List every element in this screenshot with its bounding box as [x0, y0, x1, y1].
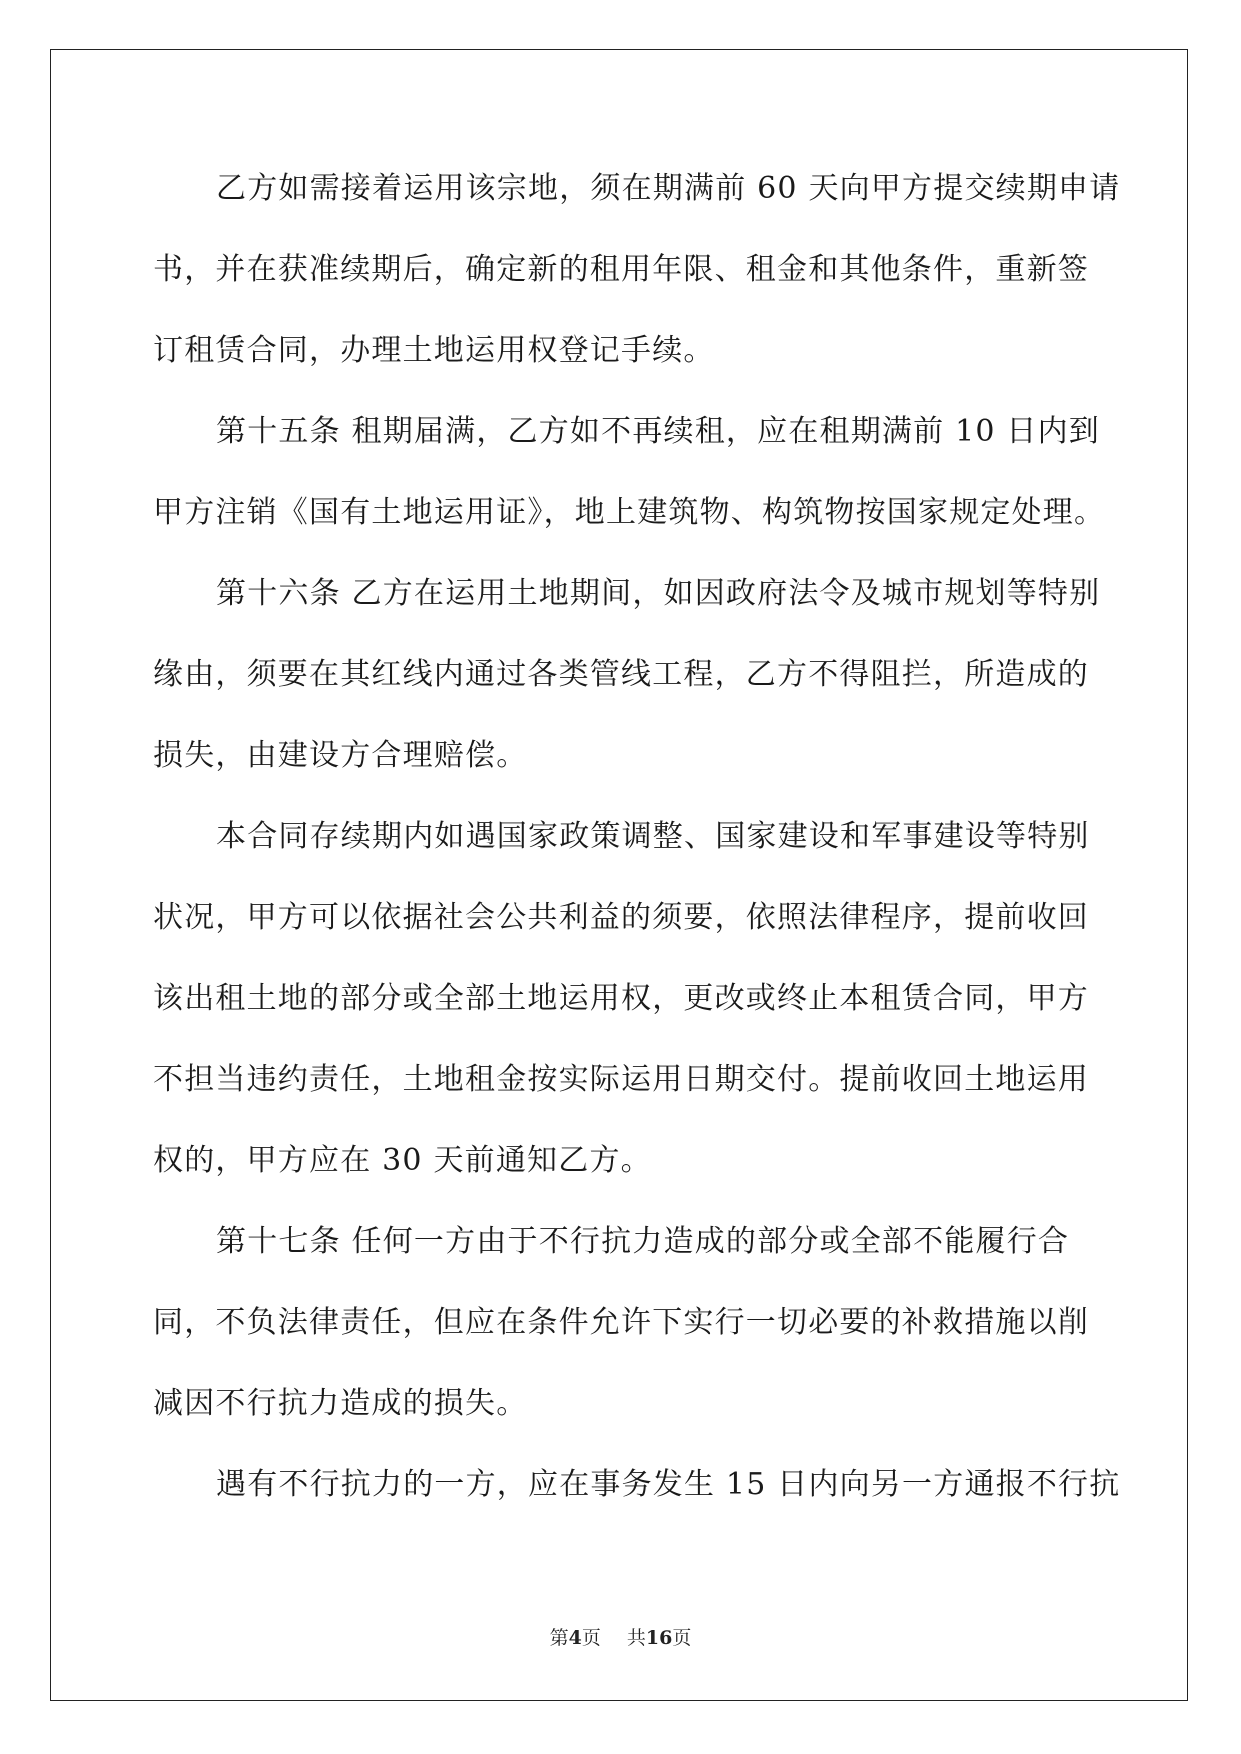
paragraph-line: 乙方如需接着运用该宗地，须在期满前 60 天向甲方提交续期申请 — [216, 171, 1121, 206]
paragraph-line: 该出租土地的部分或全部土地运用权，更改或终止本租赁合同，甲方 — [153, 981, 1089, 1016]
paragraph-line: 甲方注销《国有土地运用证》，地上建筑物、构筑物按国家规定处理。 — [153, 495, 1106, 530]
paragraph-line: 状况，甲方可以依据社会公共利益的须要，依照法律程序，提前收回 — [153, 900, 1089, 935]
total-prefix: 共 — [626, 1627, 646, 1649]
paragraph-line: 第十六条 乙方在运用土地期间，如因政府法令及城市规划等特别 — [216, 576, 1101, 611]
paragraph-line: 第十五条 租期届满，乙方如不再续租，应在租期满前 10 日内到 — [216, 414, 1100, 449]
paragraph-line: 减因不行抗力造成的损失。 — [153, 1386, 528, 1421]
page-number: 4 — [568, 1627, 582, 1649]
paragraph-line: 订租赁合同，办理土地运用权登记手续。 — [153, 333, 715, 368]
paragraph-line: 书，并在获准续期后，确定新的租用年限、租金和其他条件，重新签 — [153, 252, 1089, 287]
page-suffix: 页 — [581, 1627, 601, 1649]
paragraph-line: 缘由，须要在其红线内通过各类管线工程，乙方不得阻拦，所造成的 — [153, 657, 1089, 692]
total-pages: 16 — [645, 1627, 673, 1649]
total-suffix: 页 — [672, 1627, 692, 1649]
paragraph-line: 不担当违约责任，土地租金按实际运用日期交付。提前收回土地运用 — [153, 1062, 1089, 1097]
page-footer — [0, 1623, 1241, 1650]
document-body — [153, 165, 1121, 1542]
paragraph-line: 本合同存续期内如遇国家政策调整、国家建设和军事建设等特别 — [216, 819, 1090, 854]
page-prefix: 第 — [549, 1627, 569, 1649]
paragraph-line: 权的，甲方应在 30 天前通知乙方。 — [153, 1143, 652, 1178]
paragraph-line: 遇有不行抗力的一方，应在事务发生 15 日内向另一方通报不行抗 — [216, 1467, 1121, 1502]
paragraph-line: 同，不负法律责任，但应在条件允许下实行一切必要的补救措施以削 — [153, 1305, 1089, 1340]
paragraph-line: 第十七条 任何一方由于不行抗力造成的部分或全部不能履行合 — [216, 1224, 1070, 1259]
paragraph-line: 损失，由建设方合理赔偿。 — [153, 738, 528, 773]
